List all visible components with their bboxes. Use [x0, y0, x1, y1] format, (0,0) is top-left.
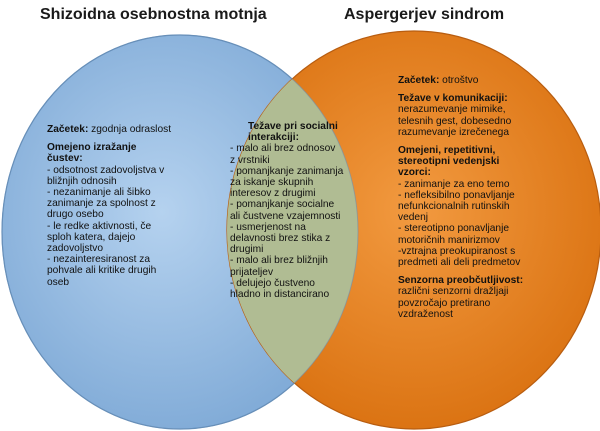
middle-item: delavnosti brez stika z — [230, 233, 331, 245]
middle-item: za iskanje skupnih — [230, 177, 314, 189]
left-onset: Začetek: zgodnja odraslost — [47, 124, 172, 135]
middle-item: z vrstniki — [230, 154, 270, 166]
middle-text-block — [230, 121, 362, 300]
right-rep-item: vedenj — [398, 212, 429, 224]
left-item: zadovoljstvo — [47, 243, 104, 255]
right-rep-item: - nefleksibilno ponavljanje — [398, 189, 515, 201]
right-rep-item: nefunkcionalnih rutinskih — [398, 201, 510, 213]
left-text-block — [47, 124, 197, 288]
left-item: - nezanimanje ali šibko — [47, 187, 151, 199]
right-onset: Začetek: otroštvo — [398, 75, 479, 86]
right-rep-item: - stereotipno ponavljanje — [398, 223, 510, 235]
left-item: sploh katera, dajejo — [47, 231, 136, 243]
middle-item: - pomanjkanje zanimanja — [230, 165, 344, 177]
left-title: Shizoidna osebnostna motnja — [40, 6, 267, 23]
middle-item: - delujejo čustveno — [230, 277, 315, 289]
left-heading-line-2: čustev: — [47, 153, 83, 165]
right-rep-heading-line-1: Omejeni, repetitivni, — [398, 145, 496, 157]
right-rep-item: motoričnih manirizmov — [398, 234, 500, 246]
right-comm-item: nerazumevanje mimike, — [398, 104, 506, 116]
left-item: bližnjih odnosih — [47, 175, 117, 187]
right-sens-heading: Senzorna preobčutljivost: — [398, 275, 524, 287]
right-rep-heading-line-2: stereotipni vedenjski — [398, 156, 500, 168]
left-item: oseb — [47, 276, 70, 288]
middle-heading-line-1: Težave pri socialni — [248, 121, 338, 132]
left-item: - nezainteresiranost za — [47, 254, 151, 266]
right-rep-item: -vztrajna preokupiranost s — [398, 245, 516, 257]
middle-item: ali čustvene vzajemnosti — [230, 210, 341, 222]
left-item: zanimanje za spolnost z — [47, 198, 156, 210]
left-heading-line-1: Omejeno izražanje — [47, 142, 137, 154]
right-comm-item: telesnih gest, dobesedno — [398, 115, 512, 127]
right-rep-item: - zanimanje za eno temo — [398, 178, 510, 190]
middle-item: - usmerjenost na — [230, 221, 306, 233]
left-item: - le redke aktivnosti, če — [47, 220, 152, 232]
middle-item: interesov z drugimi — [230, 188, 316, 200]
middle-item: - pomanjkanje socialne — [230, 199, 335, 211]
right-comm-item: razumevanje izrečenega — [398, 126, 509, 138]
left-item: drugo osebo — [47, 209, 104, 221]
middle-item: - malo ali brez bližnjih — [230, 255, 328, 267]
middle-item: hladno in distancirano — [230, 289, 330, 301]
right-rep-item: predmeti ali deli predmetov — [398, 257, 521, 269]
right-rep-heading-line-3: vzorci: — [398, 167, 431, 179]
right-text-block — [398, 75, 568, 320]
middle-item: prijateljev — [230, 266, 274, 278]
right-title: Aspergerjev sindrom — [344, 6, 505, 23]
left-item: - odsotnost zadovoljstva v — [47, 164, 165, 176]
middle-heading-line-2: interakciji: — [248, 132, 299, 144]
right-sens-item: povzročajo pretirano — [398, 297, 491, 309]
right-sens-item: različni senzorni dražljaji — [398, 286, 509, 298]
right-comm-heading: Težave v komunikaciji: — [398, 93, 508, 105]
middle-item: drugimi — [230, 244, 264, 256]
right-sens-item: vzdraženost — [398, 308, 453, 320]
middle-item: - malo ali brez odnosov — [230, 143, 336, 155]
left-item: pohvale ali kritike drugih — [47, 265, 157, 277]
